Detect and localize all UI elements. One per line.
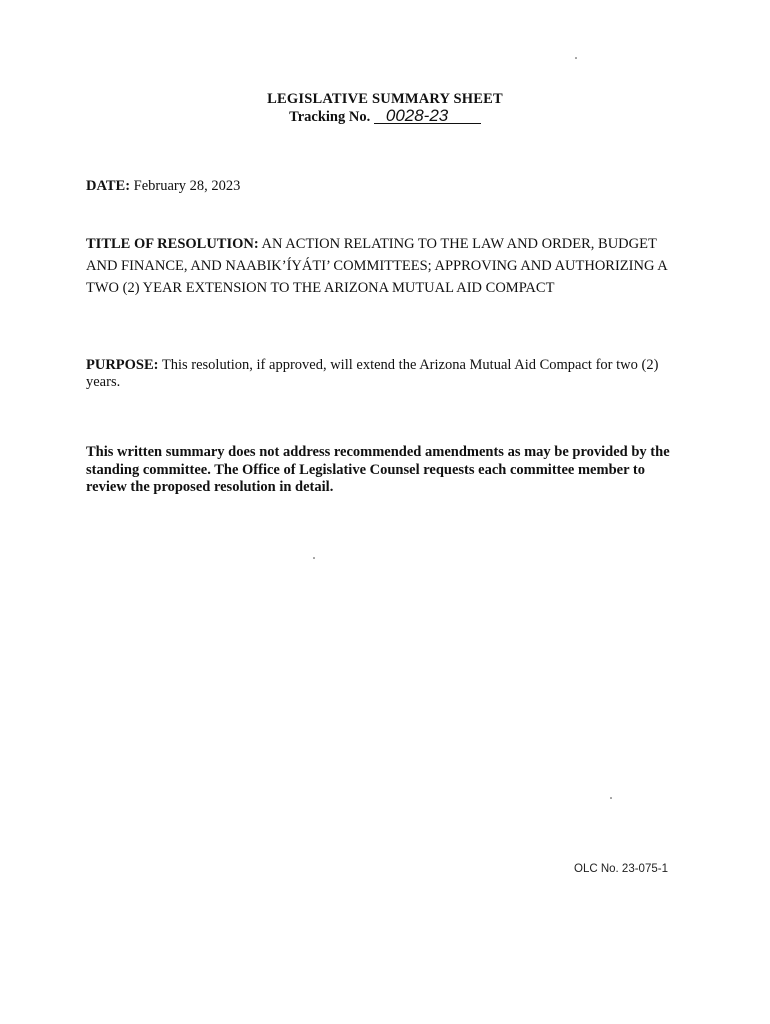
document-heading: LEGISLATIVE SUMMARY SHEET — [267, 91, 503, 107]
scan-speck — [610, 797, 612, 799]
tracking-label: Tracking No. — [289, 109, 371, 125]
date-line — [86, 178, 682, 195]
purpose-label: PURPOSE: — [86, 357, 159, 373]
date-value: February 28, 2023 — [133, 178, 241, 194]
purpose-section — [86, 357, 682, 391]
tracking-line — [0, 106, 770, 126]
resolution-title-text: AN ACTION RELATING TO THE LAW AND ORDER, BUDGET AND FINANCE, AND NAABIK’ÍYÁTI’ COMMITTEES; APPROVING AND AUTHORIZING A TWO (2) YEAR EXTENSION TO THE ARIZONA MUTUAL AID COMPACT — [86, 236, 667, 296]
committee-notice: This written summary does not address recommended amendments as may be provided by the standing committee. The Office of Legislative Counsel requests each committee member to review the proposed resolution in detail. — [86, 444, 670, 495]
document-header — [0, 91, 770, 126]
resolution-title-label: TITLE OF RESOLUTION: — [86, 236, 259, 252]
date-label: DATE: — [86, 178, 131, 194]
tracking-number: 0028-23 — [374, 109, 481, 124]
scan-speck — [575, 57, 577, 59]
purpose-text: This resolution, if approved, will extend the Arizona Mutual Aid Compact for two (2) years. — [86, 357, 659, 390]
olc-reference: OLC No. 23-075-1 — [574, 863, 668, 875]
resolution-title — [86, 233, 682, 299]
scan-speck — [313, 557, 315, 559]
